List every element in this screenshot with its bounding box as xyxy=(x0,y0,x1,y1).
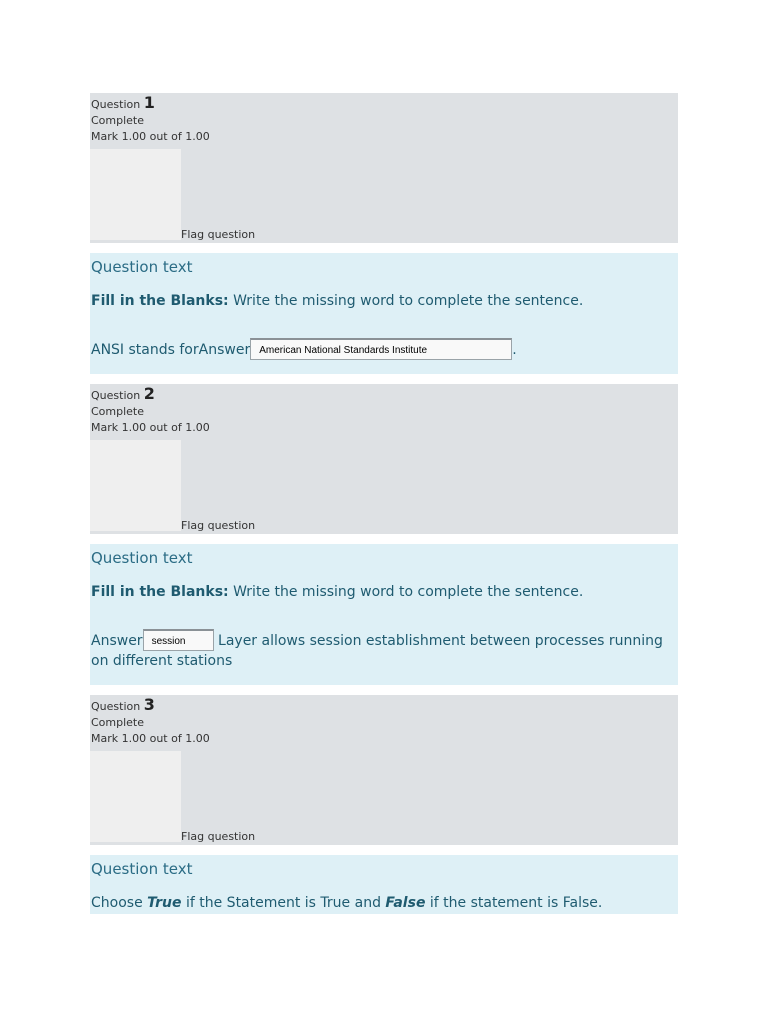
sentence-prefix: ANSI stands forAnswer xyxy=(91,342,251,358)
sentence-suffix: . xyxy=(512,342,517,358)
instruction-text: Write the missing word to complete the sentence. xyxy=(228,293,584,309)
question-mark: Mark 1.00 out of 1.00 xyxy=(91,130,210,143)
flag-question-link[interactable]: Flag question xyxy=(181,519,256,532)
sentence-suffix: Layer allows session establishment between processes running on different stations xyxy=(91,633,663,669)
question-info-2 xyxy=(90,384,678,534)
choose-mid: if the Statement is True and xyxy=(181,895,386,911)
question-info-3 xyxy=(90,695,678,845)
question-number: 3 xyxy=(143,695,155,714)
question-meta xyxy=(91,95,210,145)
question-meta xyxy=(91,697,210,747)
answer-input[interactable]: American National Standards Institute xyxy=(250,338,512,360)
question-text-heading: Question text xyxy=(91,549,193,567)
instruction-text: Write the missing word to complete the sentence. xyxy=(228,584,584,600)
question-meta xyxy=(91,386,210,436)
answer-input[interactable]: session xyxy=(143,629,214,651)
question-content-3 xyxy=(90,855,678,914)
choose-pre: Choose xyxy=(91,895,148,911)
question-number: 1 xyxy=(143,93,155,112)
question-instruction xyxy=(91,894,677,912)
question-mark: Mark 1.00 out of 1.00 xyxy=(91,421,210,434)
question-info-1 xyxy=(90,93,678,243)
choose-false: False xyxy=(385,895,426,911)
flag-icon[interactable] xyxy=(90,440,181,531)
question-content-2 xyxy=(90,544,678,685)
question-state: Complete xyxy=(91,716,145,729)
question-text-heading: Question text xyxy=(91,258,193,276)
quiz-review-page xyxy=(90,93,678,914)
question-state: Complete xyxy=(91,114,145,127)
question-sentence xyxy=(91,629,677,671)
instruction-bold: Fill in the Blanks: xyxy=(91,584,229,600)
sentence-prefix: Answer xyxy=(91,633,143,649)
question-label: Question xyxy=(91,389,141,402)
question-number: 2 xyxy=(143,384,155,403)
choose-post: if the statement is False. xyxy=(425,895,603,911)
flag-icon[interactable] xyxy=(90,149,181,240)
question-instruction xyxy=(91,292,677,310)
flag-question-link[interactable]: Flag question xyxy=(181,830,256,843)
instruction-bold: Fill in the Blanks: xyxy=(91,293,229,309)
question-text-heading: Question text xyxy=(91,860,193,878)
flag-icon[interactable] xyxy=(90,751,181,842)
choose-true: True xyxy=(147,895,182,911)
question-label: Question xyxy=(91,700,141,713)
flag-question-link[interactable]: Flag question xyxy=(181,228,256,241)
question-label: Question xyxy=(91,98,141,111)
question-state: Complete xyxy=(91,405,145,418)
question-mark: Mark 1.00 out of 1.00 xyxy=(91,732,210,745)
question-sentence xyxy=(91,338,677,360)
question-instruction xyxy=(91,583,677,601)
question-content-1 xyxy=(90,253,678,374)
